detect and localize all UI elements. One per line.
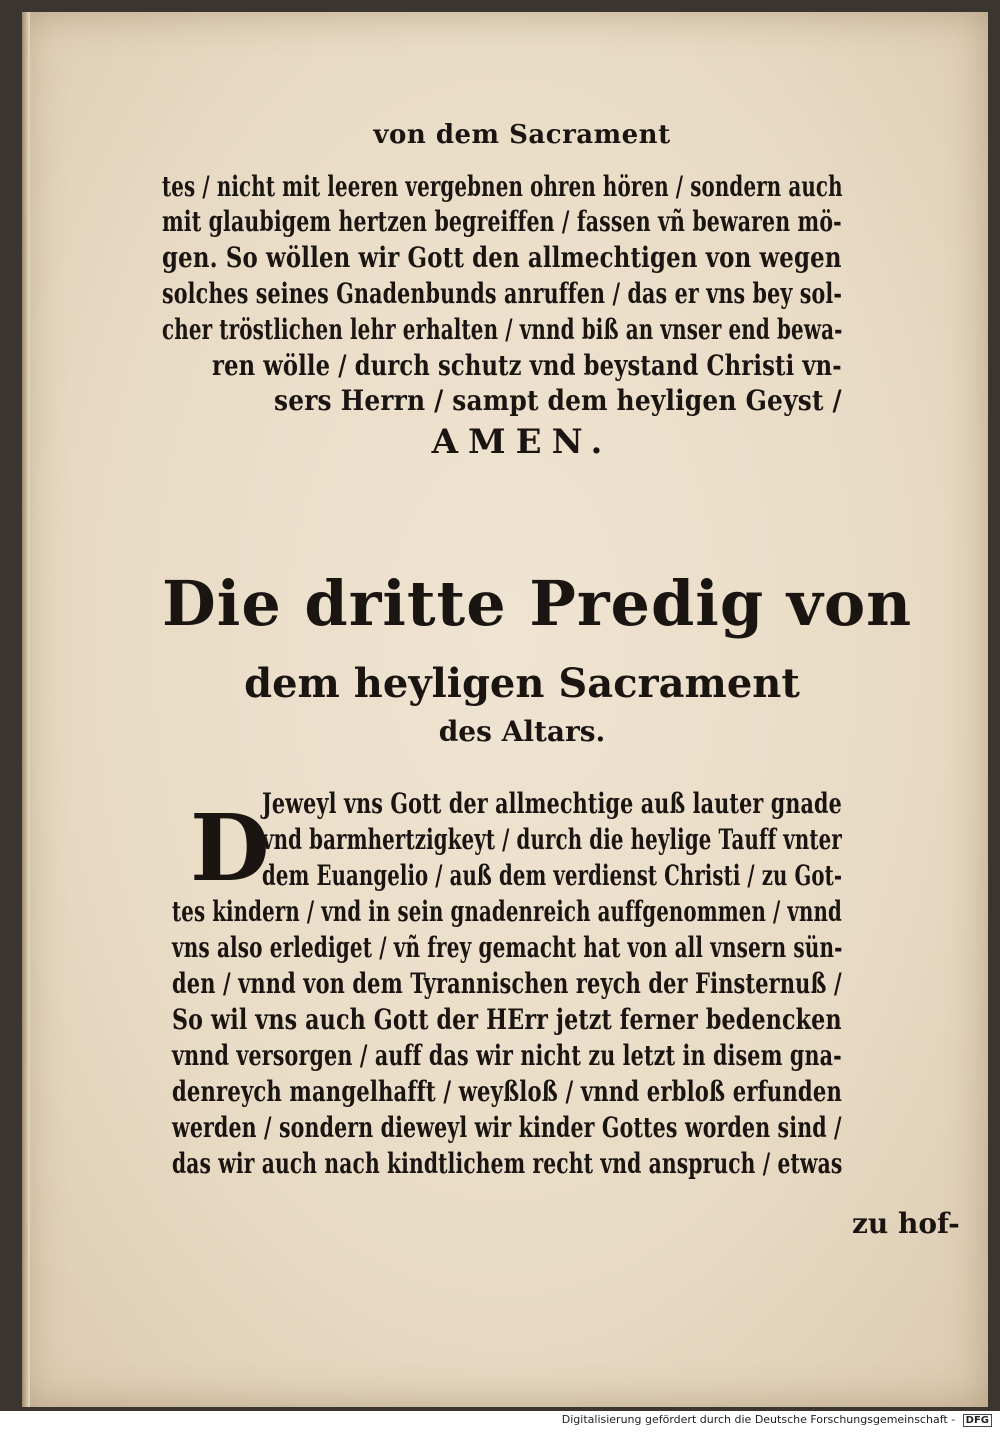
book-page [22,12,988,1407]
catchword: zu hof- [852,1207,960,1240]
text-line: gen. So wöllen wir Gott den allmechtigen von wegen [162,241,842,274]
text-line: tes / nicht mit leeren vergebnen ohren hören / sondern auch [162,170,843,203]
text-line: das wir auch nach kindtlichem recht vnd anspruch / etwas [172,1147,843,1180]
text-line: vnnd versorgen / auff das wir nicht zu letzt in disem gna- [172,1039,842,1072]
text-line: dem Euangelio / auß dem verdienst Christi / zu Got- [262,859,843,892]
footer-text: Digitalisierung gefördert durch die Deutsche Forschungsgemeinschaft - [561,1413,956,1426]
text-line: So wil vns auch Gott der HErr jetzt ferner bedencken [172,1003,842,1036]
text-line: vnd barmhertzigkeyt / durch die heylige Tauff vnter [262,823,842,856]
text-line: denreych mangelhafft / weyßloß / vnnd erbloß erfunden [172,1075,842,1108]
dfg-footer [560,1413,992,1431]
heading-line-3: des Altars. [438,715,606,748]
text-line: ren wölle / durch schutz vnd beystand Christi vn- [212,349,842,382]
text-line: solches seines Gnadenbunds anruffen / das er vns bey sol- [162,277,843,310]
running-head: von dem Sacrament [373,120,671,150]
text-line: mit glaubigem hertzen begreiffen / fassen vñ bewaren mö- [162,205,842,238]
text-line: werden / sondern dieweyl wir kinder Gottes worden sind / [172,1111,842,1144]
dfg-logo: DFG [963,1414,992,1427]
text-line: vns also erlediget / vñ frey gemacht hat von all vnsern sün- [172,931,843,964]
text-line: sers Herrn / sampt dem heyligen Geyst / [274,384,842,417]
amen: AMEN. [431,422,613,462]
text-line: Jeweyl vns Gott der allmechtige auß lauter gnade [262,787,842,820]
text-line: cher tröstlichen lehr erhalten / vnnd biß an vnser end bewa- [162,313,843,346]
heading-line-2: dem heyligen Sacrament [244,660,800,707]
heading-line-1: Die dritte Predig von [162,567,913,640]
drop-cap-initial: D [190,794,270,902]
text-line: tes kindern / vnd in sein gnadenreich auffgenommen / vnnd [172,895,842,928]
text-line: den / vnnd von dem Tyrannischen reych der Finsternuß / [172,967,842,1000]
